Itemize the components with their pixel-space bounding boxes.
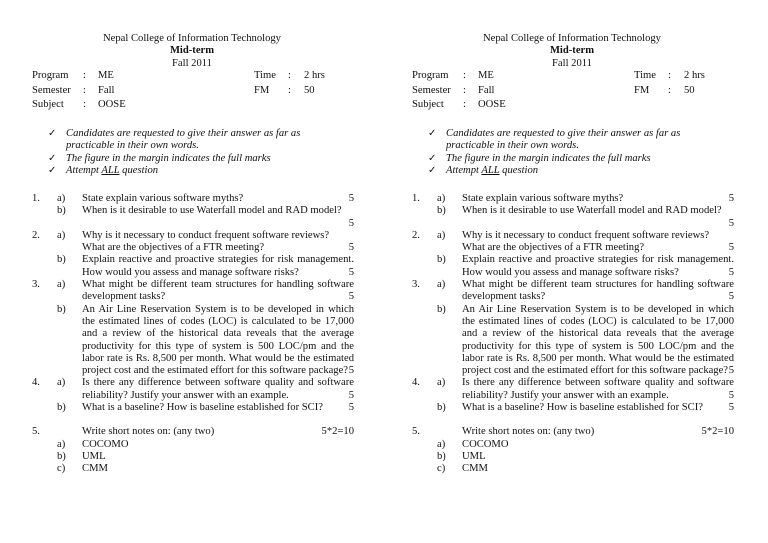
short-note-text: CMM [462, 463, 488, 475]
college-name: Nepal College of Information Technology [483, 33, 661, 44]
sub-question-text [82, 402, 354, 414]
marks: 5 [348, 266, 354, 278]
question-text: Why is it necessary to conduct frequent software reviews? [82, 229, 330, 241]
info-row-semester [412, 85, 752, 100]
sub-question [32, 205, 354, 230]
info-value: ME [98, 70, 114, 81]
sub-question [412, 279, 734, 304]
question-text: Explain reactive and proactive strategies for risk management. How would you assess and manage software risks? [82, 254, 354, 278]
instruction-item [48, 128, 338, 153]
info-colon: : [288, 70, 291, 81]
sub-question-text [462, 402, 734, 414]
question-text: What might be different team structures for handling software development tasks? [82, 279, 354, 303]
exam-info-block [32, 70, 372, 114]
question-text: What are the objectives of a FTR meeting? [82, 242, 265, 254]
sub-question-text [462, 230, 734, 255]
question-number: 4. [32, 377, 40, 389]
question-4 [412, 377, 734, 414]
question-text: Explain reactive and proactive strategies for risk management. How would you assess and manage software risks? [462, 254, 734, 278]
short-note-text: UML [462, 450, 486, 462]
college-name: Nepal College of Information Technology [103, 33, 281, 44]
sub-question [412, 205, 734, 230]
question-number: 1. [412, 193, 420, 204]
sub-question [412, 230, 734, 255]
info-label: Time [634, 70, 656, 81]
question-1 [412, 193, 734, 230]
question-2 [412, 230, 734, 279]
sub-question [32, 254, 354, 279]
sub-question [32, 193, 354, 205]
info-label: Time [254, 70, 276, 81]
sub-question-text [82, 279, 354, 304]
sub-question-label: b) [57, 303, 66, 315]
question-text-line [82, 242, 354, 254]
question-3 [412, 279, 734, 377]
exam-title: Mid-term [549, 45, 595, 57]
instruction-text-part: question [119, 164, 159, 176]
checkmark-icon: ✓ [428, 152, 437, 164]
sub-question-label: b) [437, 402, 446, 414]
exam-title: Mid-term [169, 45, 215, 57]
sub-question-label: b) [437, 205, 446, 217]
sub-question [412, 377, 734, 402]
sub-question-label: b) [437, 450, 446, 462]
question-text-line [462, 426, 734, 438]
question-text: An Air Line Reservation System is to be developed in which the estimated lines of codes (LOC) is calculated to be 17,000 and a review of the historical data reveals that the average productivity for this type of system is 500 LOC/pm and the labor rate is Rs. 8,500 per month. What would be the estimated project cost and the estimated effort for this software package? [82, 303, 354, 377]
question-text: What might be different team structures for handling software development tasks? [462, 279, 734, 303]
marks: 5 [728, 291, 734, 303]
info-label: Program [412, 70, 449, 81]
short-note-text: CMM [82, 463, 108, 475]
info-colon: : [83, 99, 86, 110]
marks: 5 [348, 193, 354, 204]
instruction-text [446, 165, 538, 176]
short-note-item [412, 463, 734, 475]
instruction-text-part: Attempt [66, 164, 102, 176]
sub-question-text [82, 193, 354, 205]
instruction-item [428, 128, 718, 153]
info-colon: : [668, 84, 671, 96]
checkmark-icon: ✓ [48, 164, 57, 176]
question-text: What is a baseline? How is baseline established for SCI? [462, 402, 703, 414]
sub-question [32, 230, 354, 255]
info-value: Fall [98, 84, 115, 96]
info-colon: : [463, 84, 466, 96]
short-note-item [32, 451, 354, 463]
info-colon: : [288, 84, 291, 96]
sub-question-text [82, 230, 354, 255]
sub-question-label: c) [437, 463, 446, 475]
info-value: 50 [304, 84, 315, 96]
checkmark-icon: ✓ [428, 164, 437, 176]
question-5 [412, 426, 734, 475]
marks: 5 [348, 291, 354, 303]
short-note-item [32, 439, 354, 451]
info-label: Subject [32, 99, 64, 110]
sub-question-label: a) [57, 229, 66, 241]
sub-question-label: b) [437, 303, 446, 315]
sub-question [412, 402, 734, 414]
sub-question [32, 402, 354, 414]
question-text: What are the objectives of a FTR meeting? [462, 242, 645, 254]
question-text-line [82, 426, 354, 438]
info-value: 50 [684, 84, 695, 96]
exam-header [0, 33, 384, 70]
question-1 [32, 193, 354, 230]
question-number: 2. [32, 229, 40, 241]
marks: 5 [728, 217, 734, 229]
sub-question-text [462, 254, 734, 279]
sub-question-label: b) [57, 205, 66, 217]
sub-question-label: a) [57, 377, 66, 389]
info-label: FM [634, 84, 650, 96]
marks: 5 [728, 389, 734, 401]
checkmark-icon: ✓ [48, 128, 57, 139]
instruction-text [66, 165, 158, 176]
short-note-text: COCOMO [462, 438, 509, 450]
short-note-item [32, 463, 354, 475]
question-text: Is there any difference between software quality and software reliability? Justify your answer with an example. [462, 377, 734, 401]
info-label: Semester [32, 84, 71, 96]
sub-question [32, 377, 354, 402]
info-value: OOSE [478, 99, 506, 110]
sub-question-text [462, 304, 734, 378]
info-colon: : [668, 70, 671, 81]
info-label: FM [254, 84, 270, 96]
sub-question-text [82, 304, 354, 378]
question-text: An Air Line Reservation System is to be developed in which the estimated lines of codes (LOC) is calculated to be 17,000 and a review of the historical data reveals that the average productivity for this type of system is 500 LOC/pm and the labor rate is Rs. 8,500 per month. What would be the estimated project cost and the estimated effort for this software package? [462, 303, 734, 377]
info-colon: : [83, 84, 86, 96]
question-number: 1. [32, 193, 40, 204]
sub-question-text [82, 205, 354, 230]
question-list [412, 193, 734, 476]
instruction-emphasis: ALL [101, 164, 120, 176]
question-text: Write short notes on: (any two) [462, 426, 595, 438]
question-number: 5. [412, 426, 420, 438]
instruction-text-part: question [499, 164, 539, 176]
marks: 5 [348, 365, 354, 377]
question-text: When is it desirable to use Waterfall model and RAD model? [82, 205, 342, 217]
checkmark-icon: ✓ [48, 152, 57, 164]
question-text: When is it desirable to use Waterfall model and RAD model? [462, 205, 722, 217]
marks: 5 [728, 242, 734, 254]
sub-question-text [462, 279, 734, 304]
short-note-item [412, 439, 734, 451]
instruction-item [48, 165, 338, 177]
info-label: Program [32, 70, 69, 81]
marks: 5 [728, 193, 734, 204]
sub-question-label: a) [437, 229, 446, 241]
info-value: 2 hrs [304, 70, 325, 81]
exam-info-block [412, 70, 752, 114]
question-text: Write short notes on: (any two) [82, 426, 215, 438]
question-text: State explain various software myths? [82, 193, 244, 204]
question-2 [32, 230, 354, 279]
info-row-program [32, 70, 372, 85]
checkmark-icon: ✓ [428, 128, 437, 139]
marks: 5 [728, 365, 734, 377]
instruction-text: Candidates are requested to give their answer as far as practicable in their own words. [66, 128, 301, 152]
info-value: OOSE [98, 99, 126, 110]
info-value: ME [478, 70, 494, 81]
instruction-emphasis: ALL [481, 164, 500, 176]
question-text: State explain various software myths? [462, 193, 624, 204]
exam-header [380, 33, 764, 70]
marks: 5 [348, 402, 354, 414]
info-colon: : [463, 70, 466, 81]
info-label: Semester [412, 84, 451, 96]
info-colon: : [463, 99, 466, 110]
instruction-text: The figure in the margin indicates the full marks [66, 152, 271, 164]
sub-question-label: b) [57, 254, 66, 266]
sub-question-text [82, 377, 354, 402]
sub-question [412, 193, 734, 205]
info-value: 2 hrs [684, 70, 705, 81]
sub-question [32, 279, 354, 304]
sub-question-label: a) [437, 377, 446, 389]
question-number: 2. [412, 229, 420, 241]
sub-question-text [462, 205, 734, 230]
sub-question-label: a) [57, 193, 66, 204]
sub-question [412, 254, 734, 279]
spacer [412, 414, 734, 426]
question-number: 3. [412, 279, 420, 291]
info-value: Fall [478, 84, 495, 96]
info-label: Subject [412, 99, 444, 110]
question-number: 5. [32, 426, 40, 438]
question-text: What is a baseline? How is baseline established for SCI? [82, 402, 323, 414]
info-row-program [412, 70, 752, 85]
sub-question-label: b) [57, 450, 66, 462]
instruction-text-part: Attempt [446, 164, 482, 176]
question-list [32, 193, 354, 476]
question-sheet-right [380, 0, 764, 543]
marks: 5 [728, 402, 734, 414]
question-3 [32, 279, 354, 377]
sub-question-label: b) [437, 254, 446, 266]
marks: 5*2=10 [701, 426, 734, 438]
sub-question-label: c) [57, 463, 66, 475]
instruction-text: Candidates are requested to give their answer as far as practicable in their own words. [446, 128, 681, 152]
sub-question-label: b) [57, 402, 66, 414]
sub-question-label: a) [437, 279, 446, 291]
info-row-semester [32, 85, 372, 100]
exam-session: Fall 2011 [172, 57, 212, 69]
info-row-subject [412, 99, 752, 114]
instruction-item [48, 153, 338, 165]
instructions [428, 128, 718, 177]
sub-question [412, 304, 734, 378]
question-text: Is there any difference between software quality and software reliability? Justify your answer with an example. [82, 377, 354, 401]
question-number: 4. [412, 377, 420, 389]
marks: 5 [348, 389, 354, 401]
info-colon: : [83, 70, 86, 81]
marks: 5 [728, 266, 734, 278]
marks: 5*2=10 [321, 426, 354, 438]
short-note-text: UML [82, 450, 106, 462]
exam-session: Fall 2011 [552, 57, 592, 69]
sub-question-label: a) [437, 193, 446, 204]
question-text-line [462, 242, 734, 254]
sub-question-label: a) [437, 438, 446, 450]
sub-question-text [462, 377, 734, 402]
short-note-text: COCOMO [82, 438, 129, 450]
question-4 [32, 377, 354, 414]
instruction-item [428, 153, 718, 165]
sub-question-text [82, 254, 354, 279]
instruction-item [428, 165, 718, 177]
sub-question-label: a) [57, 438, 66, 450]
spacer [32, 414, 354, 426]
short-note-item [412, 451, 734, 463]
marks: 5 [348, 217, 354, 229]
marks: 5 [348, 242, 354, 254]
sub-question-label: a) [57, 279, 66, 291]
question-5 [32, 426, 354, 475]
question-number: 3. [32, 279, 40, 291]
instruction-text: The figure in the margin indicates the full marks [446, 152, 651, 164]
question-text: Why is it necessary to conduct frequent software reviews? [462, 229, 710, 241]
info-row-subject [32, 99, 372, 114]
sub-question [32, 304, 354, 378]
instructions [48, 128, 338, 177]
sub-question-text [462, 193, 734, 205]
